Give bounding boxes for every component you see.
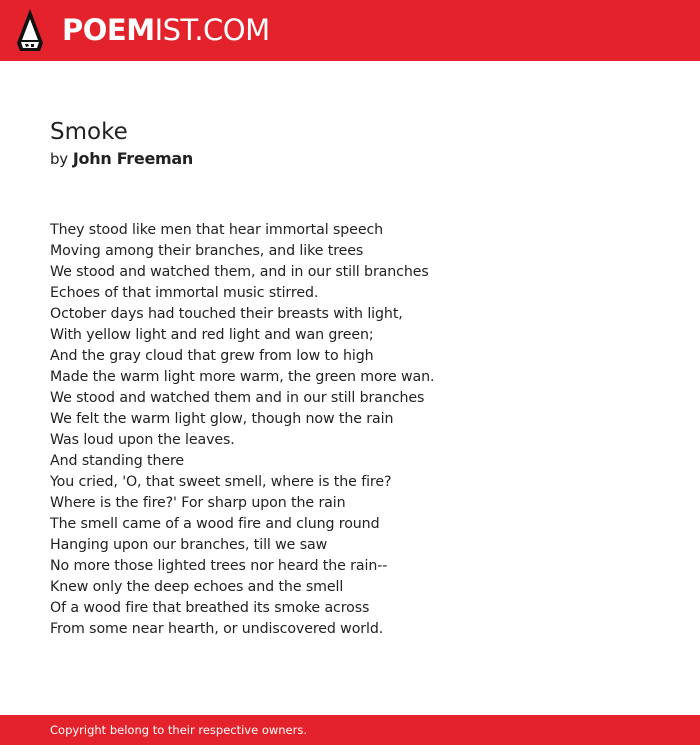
copyright-text: Copyright belong to their respective owners. xyxy=(50,723,308,737)
pencil-tip-icon[interactable] xyxy=(17,9,43,51)
poem-line: And the gray cloud that grew from low to high xyxy=(50,348,374,364)
poem-line: Made the warm light more warm, the green more wan. xyxy=(50,369,435,385)
poem-line: We felt the warm light glow, though now the rain xyxy=(50,411,394,427)
poem-line: You cried, 'O, that sweet smell, where is the fire? xyxy=(50,474,392,490)
byline xyxy=(50,149,670,169)
poem-line: And standing there xyxy=(50,453,185,469)
poem-line: From some near hearth, or undiscovered world. xyxy=(50,621,384,637)
poem-line: Echoes of that immortal music stirred. xyxy=(50,285,319,301)
poem-line: They stood like men that hear immortal speech xyxy=(50,222,384,238)
poem-line: Moving among their branches, and like trees xyxy=(50,243,364,259)
logo-bold-text: POEM xyxy=(62,13,155,47)
byline-prefix: by xyxy=(50,150,68,168)
site-header xyxy=(0,0,700,61)
poem-body xyxy=(50,220,670,640)
poem-content xyxy=(50,118,670,640)
poem-line: The smell came of a wood fire and clung round xyxy=(50,516,380,532)
poem-line: No more those lighted trees nor heard the rain-- xyxy=(50,558,388,574)
poem-title: Smoke xyxy=(50,119,128,145)
poem-line: Of a wood fire that breathed its smoke across xyxy=(50,600,370,616)
site-logo[interactable] xyxy=(62,13,270,47)
logo-light-text: IST.COM xyxy=(154,13,270,47)
poem-line: We stood and watched them and in our still branches xyxy=(50,390,425,406)
site-footer xyxy=(0,715,700,745)
author-name: John Freeman xyxy=(72,149,193,168)
poem-line: Was loud upon the leaves. xyxy=(50,432,235,448)
poem-line: We stood and watched them, and in our still branches xyxy=(50,264,429,280)
poem-line: Hanging upon our branches, till we saw xyxy=(50,537,328,553)
poem-line: October days had touched their breasts with light, xyxy=(50,306,403,322)
poem-line: With yellow light and red light and wan green; xyxy=(50,327,374,343)
poem-line: Knew only the deep echoes and the smell xyxy=(50,579,344,595)
poem-line: Where is the fire?' For sharp upon the rain xyxy=(50,495,346,511)
